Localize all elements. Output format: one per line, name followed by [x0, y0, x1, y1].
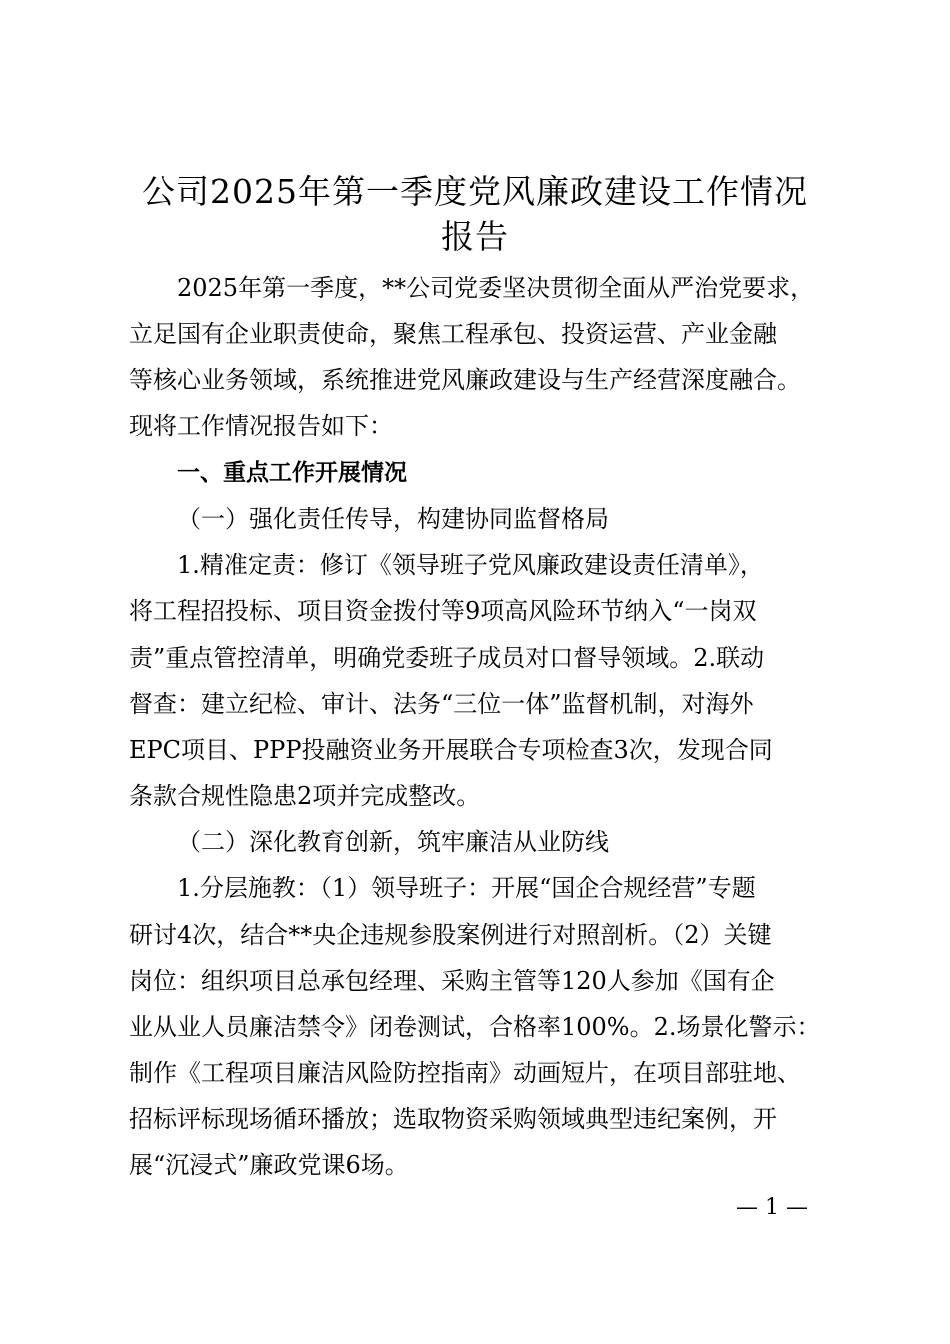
body-line: 业从业人员廉洁禁令》闭卷测试，合格率100%。2.场景化警示： [129, 1013, 821, 1041]
intro-line: 2025年第一季度，**公司党委坚决贯彻全面从严治党要求， [177, 274, 815, 302]
intro-line: 立足国有企业职责使命，聚焦工程承包、投资运营、产业金融 [129, 320, 777, 348]
body-line: 岗位：组织项目总承包经理、采购主管等120人参加《国有企 [129, 967, 775, 995]
body-line: EPC项目、PPP投融资业务开展联合专项检查3次，发现合同 [129, 736, 773, 764]
body-line: 展“沉浸式”廉政党课6场。 [129, 1151, 409, 1179]
body-line: 责”重点管控清单，明确党委班子成员对口督导领域。2.联动 [129, 644, 765, 672]
page-number: — 1 — [736, 1195, 808, 1220]
document-title-line-1: 公司2025年第一季度党风廉政建设工作情况 [142, 172, 808, 211]
body-line: 督查：建立纪检、审计、法务“三位一体”监督机制，对海外 [129, 690, 754, 718]
body-line: 研讨4次，结合**央企违规参股案例进行对照剖析。（2）关键 [129, 921, 772, 949]
intro-line: 等核心业务领域，系统推进党风廉政建设与生产经营深度融合。 [129, 366, 801, 394]
intro-line: 现将工作情况报告如下： [129, 412, 393, 440]
subsection-heading-2: （二）深化教育创新，筑牢廉洁从业防线 [177, 828, 609, 856]
body-line: 条款合规性隐患2项并完成整改。 [129, 782, 481, 810]
document-title-line-2: 报告 [441, 217, 509, 256]
subsection-heading-1: （一）强化责任传导，构建协同监督格局 [177, 505, 609, 533]
body-line: 1.精准定责：修订《领导班子党风廉政建设责任清单》， [177, 551, 764, 579]
body-line: 将工程招投标、项目资金拨付等9项高风险环节纳入“一岗双 [129, 597, 757, 625]
body-line: 1.分层施教：（1）领导班子：开展“国企合规经营”专题 [177, 874, 756, 902]
body-line: 招标评标现场循环播放；选取物资采购领域典型违纪案例，开 [129, 1105, 777, 1133]
section-heading-1: 一、重点工作开展情况 [177, 460, 407, 486]
body-line: 制作《工程项目廉洁风险防控指南》动画短片，在项目部驻地、 [129, 1059, 801, 1087]
